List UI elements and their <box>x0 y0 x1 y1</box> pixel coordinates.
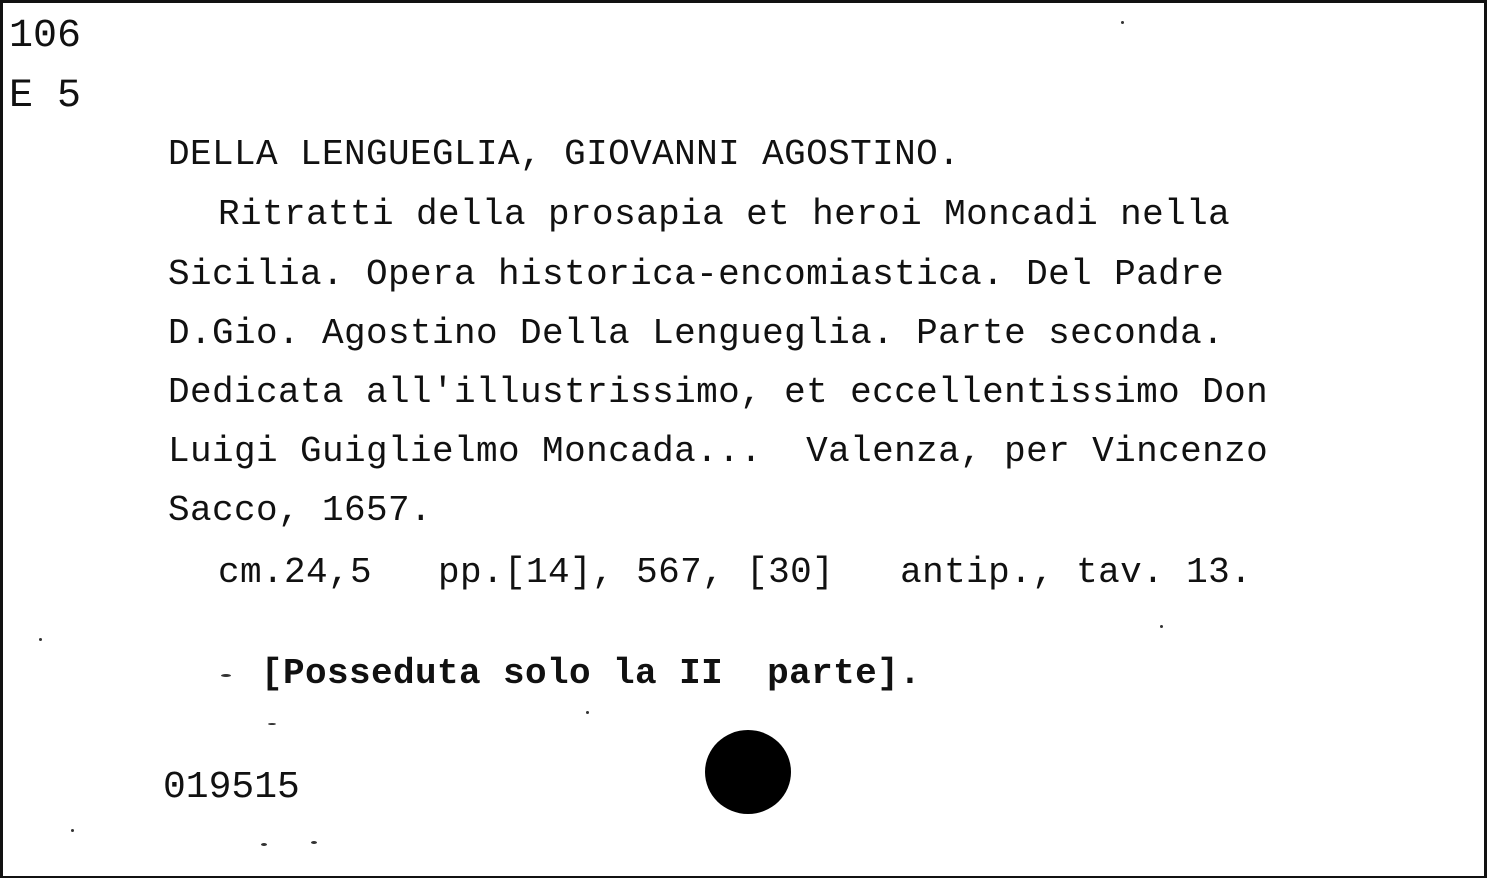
title-line-4: Dedicata all'illustrissimo, et eccellentissimo Don <box>168 372 1269 413</box>
title-line-5: Luigi Guiglielmo Moncada... Valenza, per Vincenzo <box>168 431 1269 472</box>
author-heading: DELLA LENGUEGLIA, GIOVANNI AGOSTINO. <box>168 134 961 175</box>
speck <box>261 843 267 846</box>
speck <box>1160 625 1163 628</box>
record-number: 019515 <box>163 766 300 809</box>
shelfmark-line-2: E 5 <box>9 74 82 119</box>
title-line-1: Ritratti della prosapia et heroi Moncadi nella <box>218 194 1231 235</box>
speck <box>71 829 74 832</box>
speck <box>311 841 317 844</box>
speck <box>268 723 276 725</box>
collation-line: cm.24,5 pp.[14], 567, [30] antip., tav. 13. <box>218 552 1253 593</box>
speck <box>1121 21 1124 24</box>
punch-hole <box>705 730 791 814</box>
holdings-note: [Posseduta solo la II parte]. <box>261 653 922 694</box>
shelfmark-line-1: 106 <box>9 14 82 59</box>
title-line-6: Sacco, 1657. <box>168 490 433 531</box>
title-line-2: Sicilia. Opera historica-encomiastica. Del Padre <box>168 254 1225 295</box>
title-line-3: D.Gio. Agostino Della Lengueglia. Parte seconda. <box>168 313 1225 354</box>
speck <box>221 674 231 677</box>
speck <box>586 711 589 714</box>
speck <box>39 638 42 641</box>
